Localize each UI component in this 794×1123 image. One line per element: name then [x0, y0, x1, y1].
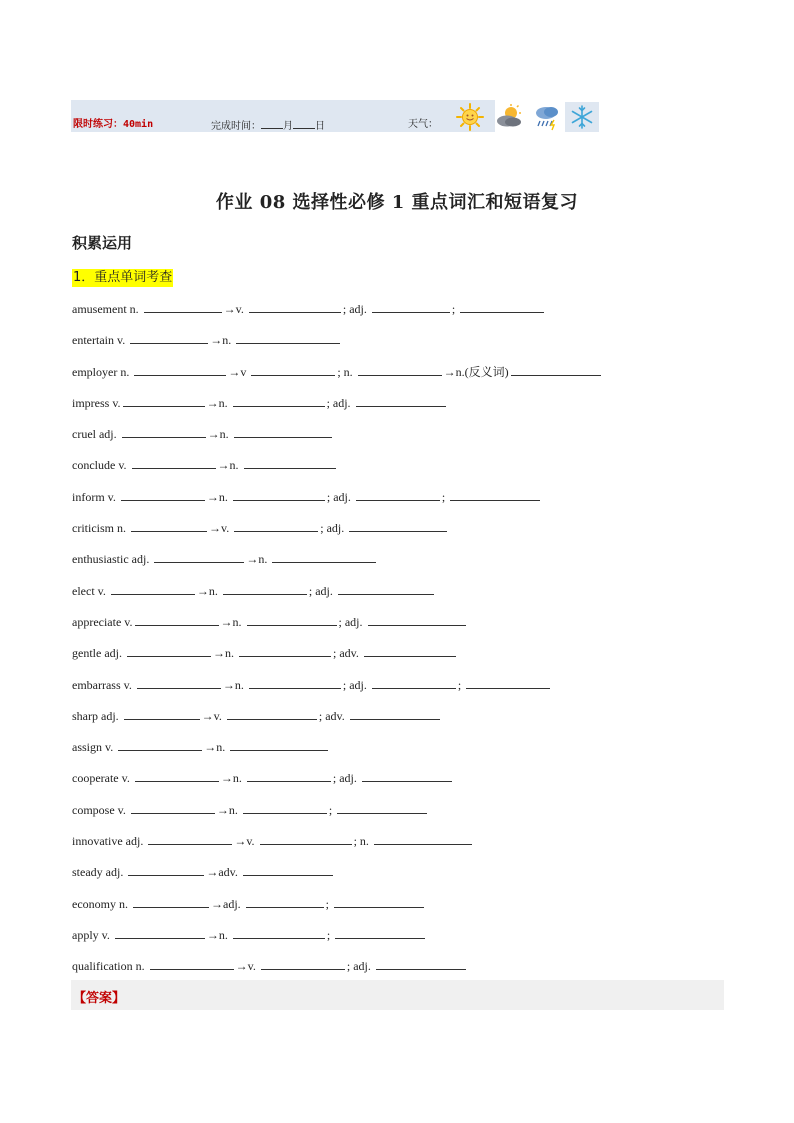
answer-blank[interactable] [350, 707, 440, 720]
section-heading: 积累运用 [72, 234, 133, 252]
exercise-row [72, 486, 732, 517]
exercise-text: →n. [220, 771, 245, 786]
exercise-text: →n. [207, 427, 232, 442]
exercise-text: ; n. [337, 364, 356, 379]
answer-blank[interactable] [234, 425, 332, 438]
exercise-text: →n. [222, 677, 247, 692]
answer-blank[interactable] [260, 832, 352, 845]
answer-blank[interactable] [137, 676, 221, 689]
exercise-row [72, 861, 732, 892]
exercise-row [72, 517, 732, 548]
answer-blank[interactable] [249, 676, 341, 689]
answer-blank[interactable] [364, 644, 456, 657]
exercise-text: compose v. [72, 802, 129, 817]
answer-blank[interactable] [244, 456, 336, 469]
exercise-text: →n. [196, 583, 221, 598]
answer-blank[interactable] [239, 644, 331, 657]
exercise-text: inform v. [72, 489, 119, 504]
answer-blank[interactable] [131, 801, 215, 814]
answer-blank[interactable] [246, 895, 324, 908]
exercise-text: ; [326, 927, 334, 942]
exercise-text: →n. [217, 458, 242, 473]
exercise-text: apply v. [72, 927, 113, 942]
finish-time-text: 完成时间： [211, 121, 261, 132]
exercise-text: ; adj. [338, 614, 366, 629]
answer-blank[interactable] [372, 676, 456, 689]
answer-blank[interactable] [223, 582, 307, 595]
exercise-text: →v. [223, 302, 247, 316]
exercise-row [72, 423, 732, 454]
exercise-text: →n. [212, 646, 237, 661]
exercise-text: ; [451, 302, 459, 316]
answer-blank[interactable] [362, 769, 452, 782]
exercise-text: cooperate v. [72, 771, 133, 786]
time-limit-label: 限时练习：40min [73, 119, 154, 130]
exercise-text: →v. [234, 834, 258, 849]
answer-blank[interactable] [144, 300, 222, 313]
day-blank [293, 119, 315, 129]
answer-blank[interactable] [227, 707, 317, 720]
answer-blank[interactable] [121, 488, 205, 501]
exercise-row [72, 830, 732, 861]
exercise-row [72, 329, 732, 360]
answer-label: 【答案】 [73, 991, 126, 1006]
exercise-row [72, 361, 732, 392]
exercise-text: enthusiastic adj. [72, 552, 153, 567]
answer-blank[interactable] [349, 519, 447, 532]
exercise-text: conclude v. [72, 458, 130, 473]
exercise-text: innovative adj. [72, 834, 147, 849]
exercise-text: →n.(反义词) [443, 364, 509, 379]
answer-blank[interactable] [356, 394, 446, 407]
exercise-text: ; adv. [318, 708, 348, 723]
exercise-row [72, 893, 732, 924]
answer-blank[interactable] [374, 832, 472, 845]
exercise-text: economy n. [72, 896, 131, 911]
answer-blank[interactable] [460, 300, 544, 313]
answer-blank[interactable] [233, 926, 325, 939]
answer-blank[interactable] [261, 957, 345, 970]
answer-blank[interactable] [450, 488, 540, 501]
answer-blank[interactable] [150, 957, 234, 970]
exercise-text: ; [441, 489, 449, 504]
exercise-text: ; adj. [326, 395, 354, 410]
answer-blank[interactable] [123, 394, 205, 407]
exercise-row [72, 924, 732, 955]
exercise-row [72, 799, 732, 830]
exercise-text: →n. [210, 333, 235, 348]
exercise-text: ; adj. [342, 302, 370, 316]
exercise-text: impress v. [72, 395, 121, 410]
answer-blank[interactable] [511, 363, 601, 376]
exercise-text: cruel adj. [72, 427, 120, 442]
answer-band [71, 980, 724, 1010]
month-text: 月 [283, 121, 293, 132]
answer-blank[interactable] [111, 582, 195, 595]
answer-blank[interactable] [148, 832, 232, 845]
exercise-text: assign v. [72, 740, 117, 755]
day-text: 日 [315, 121, 325, 132]
exercise-text: →v [228, 364, 250, 379]
exercise-text: →n. [216, 802, 241, 817]
exercise-text: →v. [209, 521, 233, 536]
answer-blank[interactable] [338, 582, 434, 595]
exercise-text: entertain v. [72, 333, 129, 348]
exercise-row [72, 674, 732, 705]
answer-blank[interactable] [132, 456, 216, 469]
month-blank [261, 119, 283, 129]
answer-blank[interactable] [243, 863, 333, 876]
page-title: 作业 08 选择性必修 1 重点词汇和短语复习 [215, 192, 579, 213]
exercise-row [72, 392, 732, 423]
exercise-text: ; n. [353, 834, 372, 849]
exercise-text: ; adj. [342, 677, 370, 692]
exercise-text: →n. [206, 395, 231, 410]
exercise-text: →n. [220, 614, 245, 629]
exercise-text: appreciate v. [72, 614, 133, 629]
answer-blank[interactable] [368, 613, 466, 626]
exercise-text: →adj. [211, 896, 244, 911]
exercise-text: →adv. [206, 865, 241, 880]
answer-blank[interactable] [272, 550, 376, 563]
exercise-row [72, 298, 732, 329]
answer-blank[interactable] [133, 895, 209, 908]
answer-blank[interactable] [247, 613, 337, 626]
exercise-text: gentle adj. [72, 646, 125, 661]
exercise-text: embarrass v. [72, 677, 135, 692]
answer-blank[interactable] [372, 300, 450, 313]
answer-blank[interactable] [337, 801, 427, 814]
answer-blank[interactable] [376, 957, 466, 970]
exercise-text: ; [325, 896, 333, 911]
exercise-text: →n. [206, 927, 231, 942]
answer-blank[interactable] [356, 488, 440, 501]
answer-blank[interactable] [243, 801, 327, 814]
exercise-text: ; adj. [326, 489, 354, 504]
exercise-row [72, 611, 732, 642]
exercise-row [72, 642, 732, 673]
exercise-text: amusement n. [72, 302, 142, 316]
subsection-heading: 1．重点单词考查 [73, 270, 173, 285]
exercise-row [72, 454, 732, 485]
exercise-text: employer n. [72, 364, 133, 379]
exercise-list [72, 298, 732, 987]
answer-blank[interactable] [115, 926, 205, 939]
finish-time-label [211, 119, 325, 133]
exercise-text: ; [328, 802, 336, 817]
sun-cloud-icon [494, 102, 524, 132]
exercise-text: ; adj. [308, 583, 336, 598]
answer-blank[interactable] [233, 394, 325, 407]
answer-blank[interactable] [251, 363, 335, 376]
answer-blank[interactable] [124, 707, 200, 720]
exercise-text: →v. [201, 708, 225, 723]
exercise-row [72, 580, 732, 611]
exercise-text: steady adj. [72, 865, 127, 880]
exercise-text: ; adj. [332, 771, 360, 786]
answer-blank[interactable] [233, 488, 325, 501]
answer-blank[interactable] [247, 769, 331, 782]
answer-blank[interactable] [131, 519, 207, 532]
exercise-row [72, 548, 732, 579]
weather-label: 天气： [408, 119, 438, 130]
answer-blank[interactable] [249, 300, 341, 313]
snowflake-icon [565, 102, 599, 132]
answer-blank[interactable] [236, 331, 340, 344]
answer-blank[interactable] [122, 425, 206, 438]
exercise-text: sharp adj. [72, 708, 122, 723]
exercise-text: ; adj. [320, 521, 348, 536]
answer-blank[interactable] [234, 519, 318, 532]
exercise-row [72, 705, 732, 736]
answer-blank[interactable] [130, 331, 208, 344]
answer-blank[interactable] [127, 644, 211, 657]
exercise-text: →n. [246, 552, 271, 567]
sun-icon [455, 102, 485, 132]
exercise-text: elect v. [72, 583, 109, 598]
rain-cloud-icon [532, 102, 562, 132]
answer-blank[interactable] [135, 769, 219, 782]
exercise-text: ; [457, 677, 465, 692]
exercise-text: →n. [206, 489, 231, 504]
exercise-text: ; adv. [332, 646, 362, 661]
answer-blank[interactable] [118, 738, 202, 751]
answer-blank[interactable] [230, 738, 328, 751]
answer-blank[interactable] [154, 550, 244, 563]
exercise-text: ; adj. [346, 959, 374, 974]
exercise-text: →v. [235, 959, 259, 974]
answer-blank[interactable] [466, 676, 550, 689]
answer-blank[interactable] [128, 863, 204, 876]
exercise-text: qualification n. [72, 959, 148, 974]
exercise-row [72, 736, 732, 767]
answer-blank[interactable] [134, 363, 226, 376]
answer-blank[interactable] [334, 895, 424, 908]
answer-blank[interactable] [335, 926, 425, 939]
exercise-text: →n. [204, 740, 229, 755]
exercise-text: criticism n. [72, 521, 129, 536]
exercise-row [72, 767, 732, 798]
answer-blank[interactable] [358, 363, 442, 376]
answer-blank[interactable] [135, 613, 219, 626]
